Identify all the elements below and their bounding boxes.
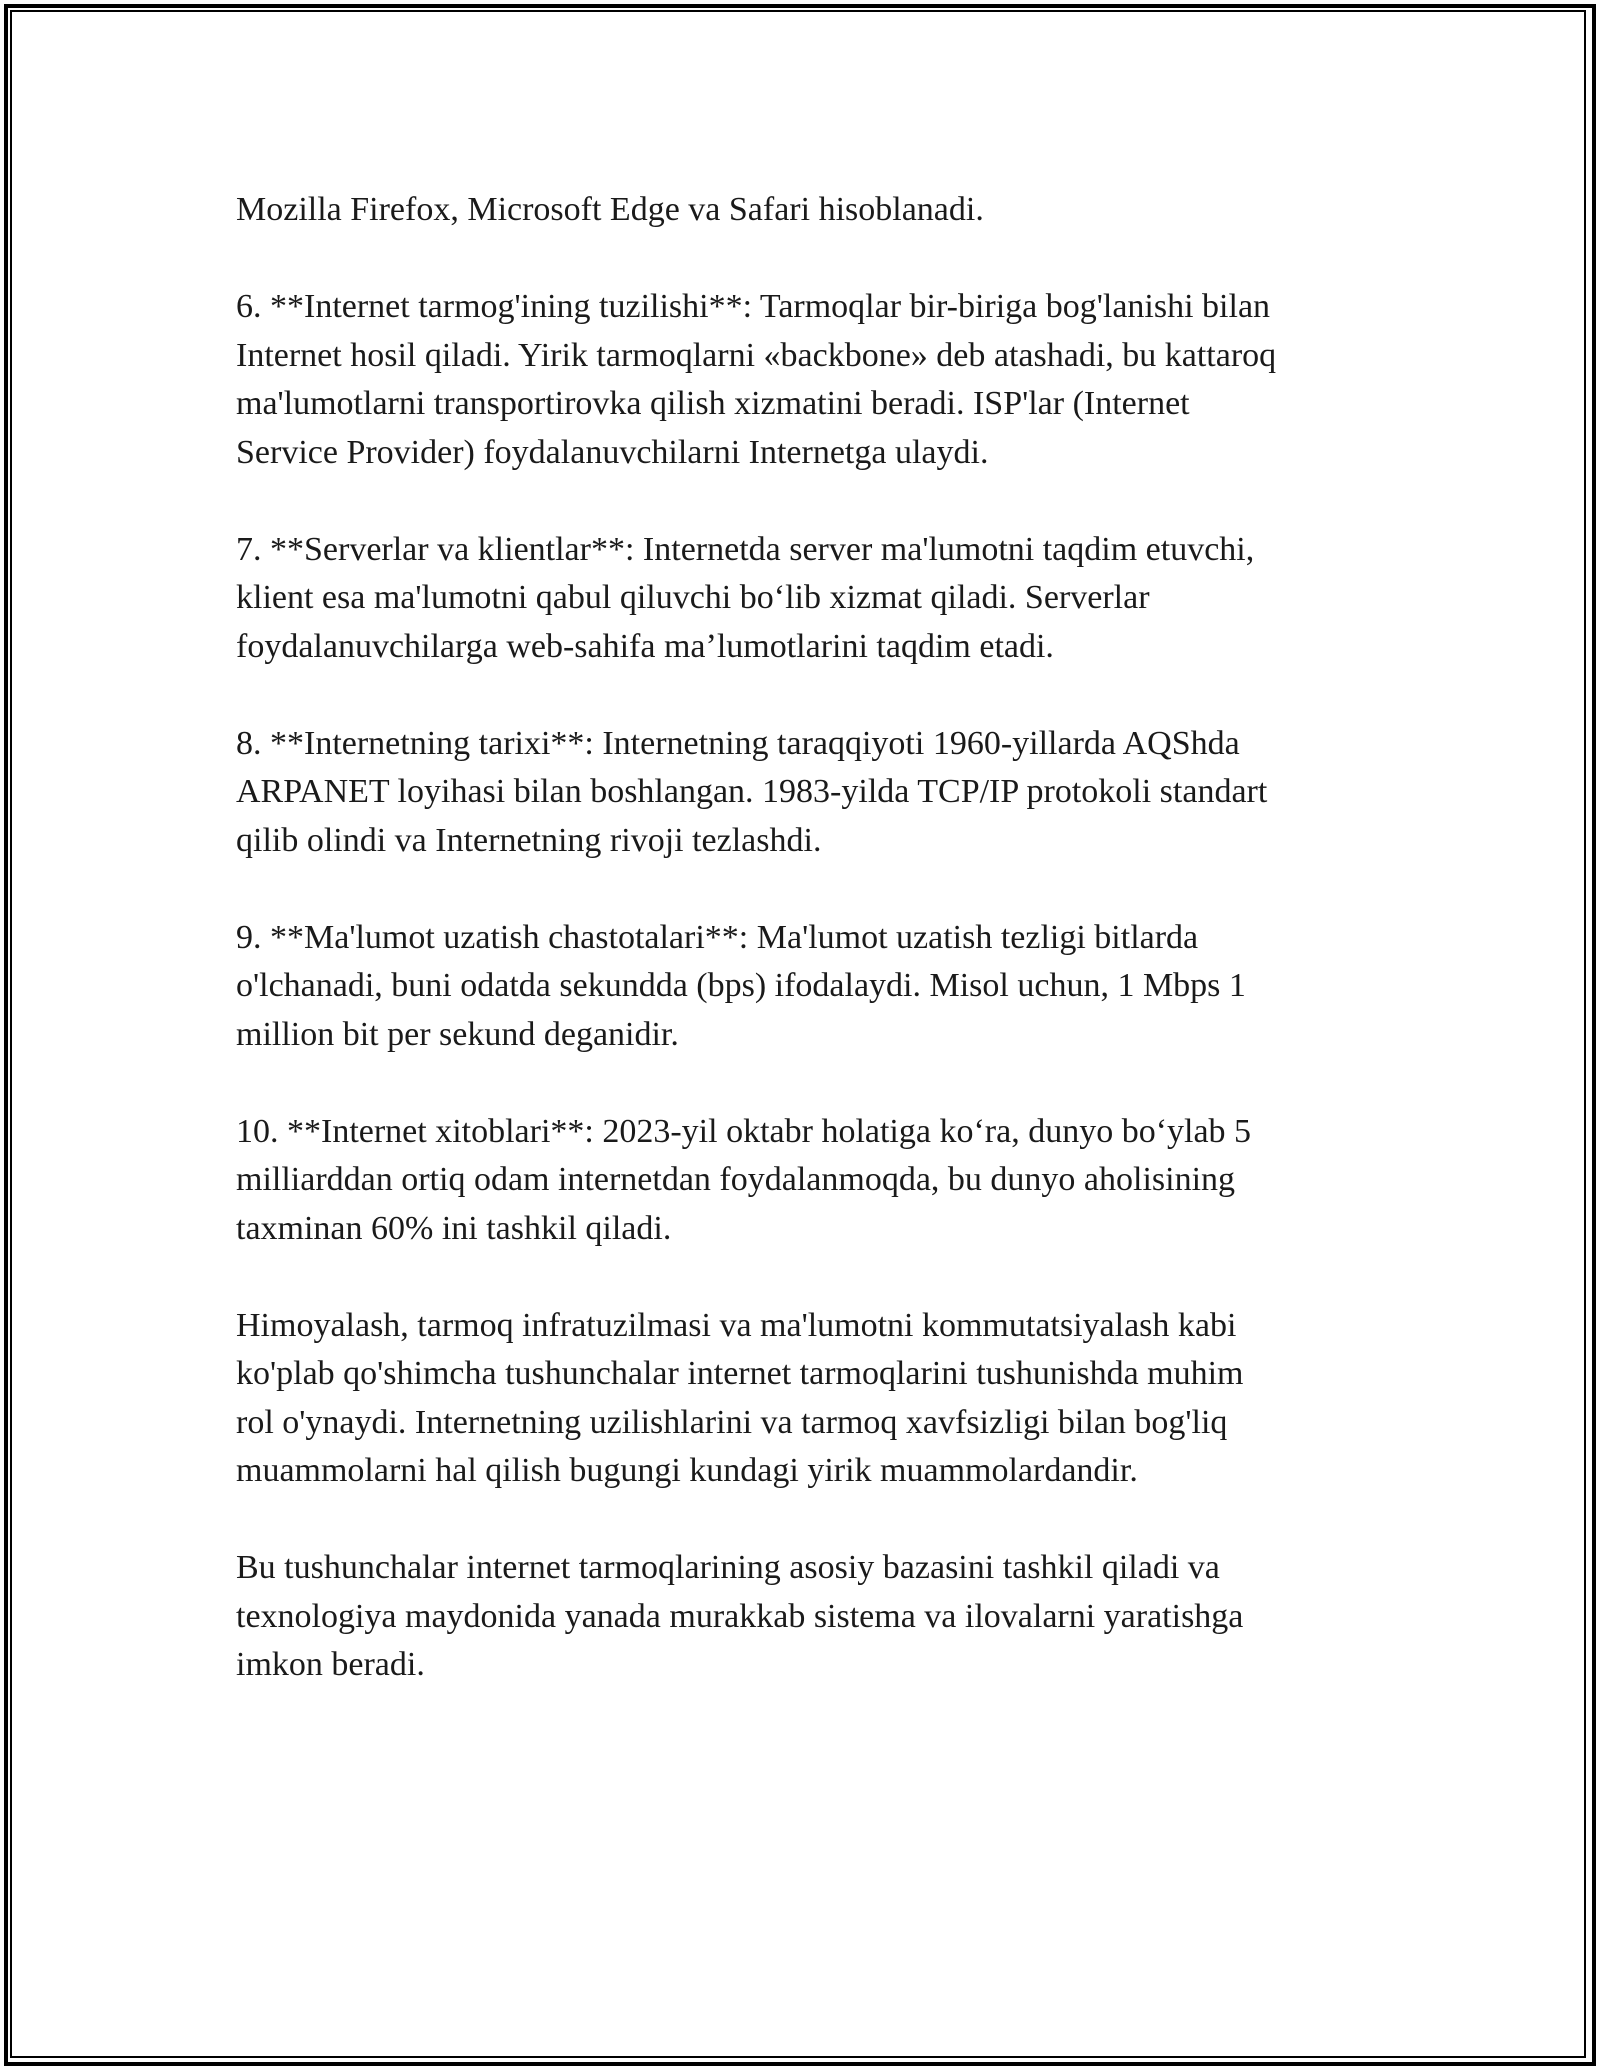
document-body	[236, 186, 1366, 1738]
paragraph-internet-structure: 6. **Internet tarmog'ining tuzilishi**: Tarmoqlar bir-biriga bog'lanishi bilan Internet hosil qiladi. Yirik tarmoqlarni «backbone» deb atashadi, bu kattaroq ma'lumotlarni transportirovka qilish xizmatini beradi. ISP'lar (Internet Service Provider) foydalanuvchilarni Internetga ulaydi.	[236, 288, 1277, 471]
paragraph-browsers-continued: Mozilla Firefox, Microsoft Edge va Safari hisoblanadi.	[236, 191, 984, 228]
paragraph-data-rates: 9. **Ma'lumot uzatish chastotalari**: Ma'lumot uzatish tezligi bitlarda o'lchanadi, buni odatda sekundda (bps) ifodalaydi. Misol uchun, 1 Mbps 1 million bit per sekund deganidir.	[236, 918, 1246, 1053]
paragraph-additional-concepts: Himoyalash, tarmoq infratuzilmasi va ma'lumotni kommutatsiyalash kabi ko'plab qo'shimcha tushunchalar internet tarmoqlarini tushunishda muhim rol o'ynaydi. Internetning uzilishlarini va tarmoq xavfsizligi bilan bog'liq muammolarni hal qilish bugungi kundagi yirik muammolardandir.	[236, 1306, 1244, 1489]
paragraph-internet-history: 8. **Internetning tarixi**: Internetning taraqqiyoti 1960-yillarda AQShda ARPANET loyihasi bilan boshlangan. 1983-yilda TCP/IP protokoli standart qilib olindi va Internetning rivoji tezlashdi.	[236, 724, 1268, 859]
paragraph-servers-clients: 7. **Serverlar va klientlar**: Internetda server ma'lumotni taqdim etuvchi, klient esa ma'lumotni qabul qiluvchi boʻlib xizmat qiladi. Serverlar foydalanuvchilarga web-sahifa maʼlumotlarini taqdim etadi.	[236, 530, 1255, 665]
paragraph-internet-users: 10. **Internet xitoblari**: 2023-yil oktabr holatiga koʻra, dunyo boʻylab 5 milliarddan ortiq odam internetdan foydalanmoqda, bu dunyo aholisining taxminan 60% ini tashkil qiladi.	[236, 1112, 1252, 1247]
paragraph-conclusion: Bu tushunchalar internet tarmoqlarining asosiy bazasini tashkil qiladi va texnologiya maydonida yanada murakkab sistema va ilovalarni yaratishga imkon beradi.	[236, 1549, 1244, 1683]
